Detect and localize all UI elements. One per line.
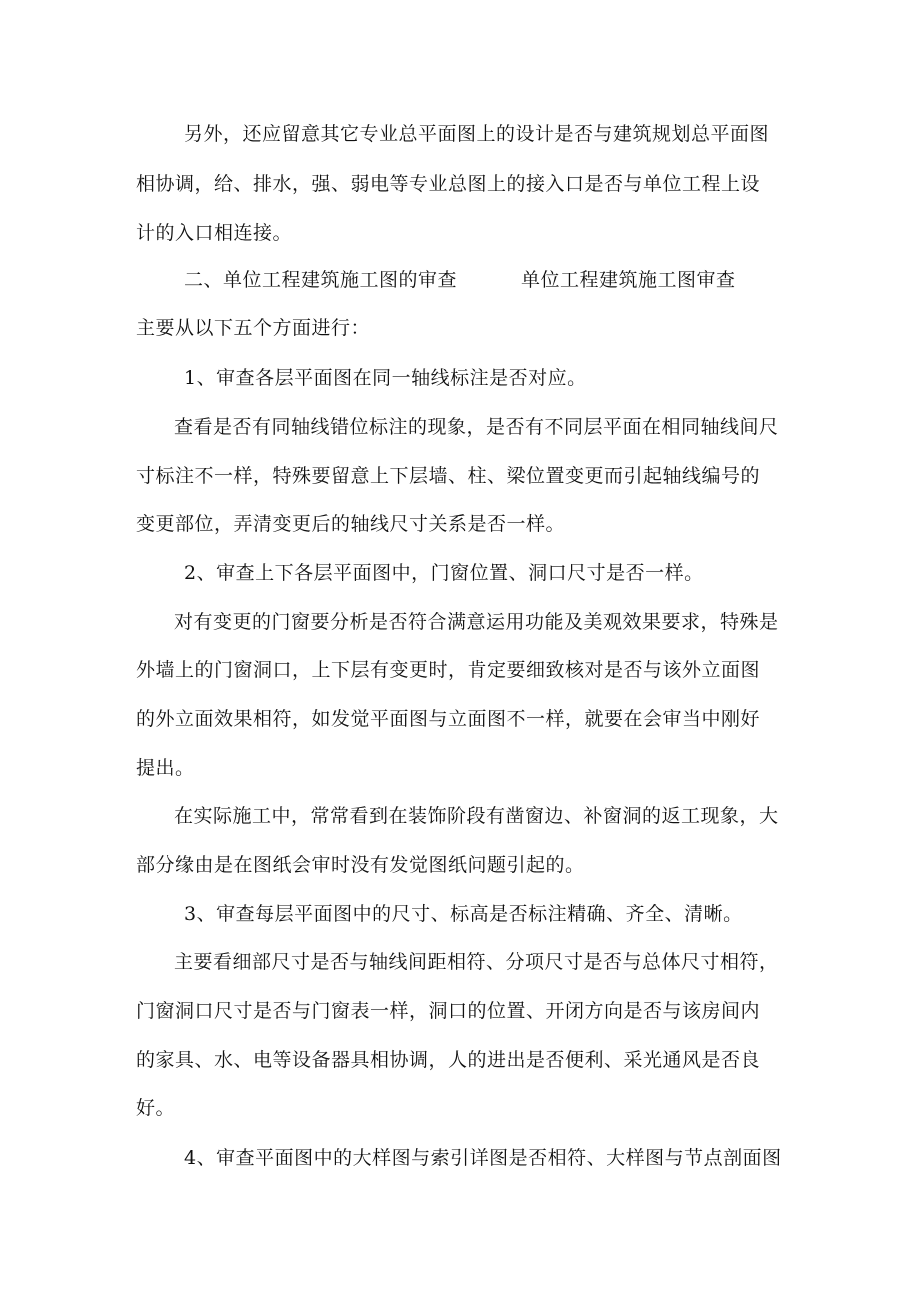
section-heading-continuation: 单位工程建筑施工图审查 <box>521 269 736 291</box>
paragraph-line: 查看是否有同轴线错位标注的现象，是否有不同层平面在相同轴线间尺 <box>174 416 779 438</box>
paragraph-line: 部分缘由是在图纸会审时没有发觉图纸问题引起的。 <box>136 854 585 876</box>
paragraph-line: 另外，还应留意其它专业总平面图上的设计是否与建筑规划总平面图 <box>184 123 770 145</box>
item-heading: 3、审查每层平面图中的尺寸、标高是否标注精确、齐全、清晰。 <box>184 903 743 925</box>
paragraph-line: 的外立面效果相符，如发觉平面图与立面图不一样，就要在会审当中刚好 <box>136 708 761 730</box>
section-heading-title: 二、单位工程建筑施工图的审查 <box>184 269 458 291</box>
paragraph-line: 外墙上的门窗洞口，上下层有变更时，肯定要细致核对是否与该外立面图 <box>136 659 761 681</box>
paragraph-line: 计的入口相连接。 <box>136 222 293 244</box>
paragraph-line: 对有变更的门窗要分析是否符合满意运用功能及美观效果要求，特殊是 <box>174 611 779 633</box>
paragraph-line: 变更部位，弄清变更后的轴线尺寸关系是否一样。 <box>136 513 566 535</box>
section-heading <box>184 268 736 292</box>
item-heading: 4、审查平面图中的大样图与索引详图是否相符、大样图与节点剖面图 <box>184 1147 782 1169</box>
paragraph-line: 寸标注不一样，特殊要留意上下层墙、柱、梁位置变更而引起轴线编号的 <box>136 465 761 487</box>
paragraph-line: 好。 <box>136 1097 176 1119</box>
paragraph-line: 提出。 <box>136 757 195 779</box>
paragraph-line: 相协调，给、排水，强、弱电等专业总图上的接入口是否与单位工程上设 <box>136 173 761 195</box>
paragraph-line: 在实际施工中，常常看到在装饰阶段有凿窗边、补窗洞的返工现象，大 <box>174 805 779 827</box>
paragraph-line: 门窗洞口尺寸是否与门窗表一样，洞口的位置、开闭方向是否与该房间内 <box>136 1000 761 1022</box>
paragraph-line: 主要从以下五个方面进行： <box>136 317 371 339</box>
item-heading: 2、审查上下各层平面图中，门窗位置、洞口尺寸是否一样。 <box>184 562 704 584</box>
paragraph-line: 的家具、水、电等设备器具相协调，人的进出是否便利、采光通风是否良 <box>136 1049 761 1071</box>
item-heading: 1、审查各层平面图在同一轴线标注是否对应。 <box>184 367 587 389</box>
paragraph-line: 主要看细部尺寸是否与轴线间距相符、分项尺寸是否与总体尺寸相符， <box>174 951 779 973</box>
